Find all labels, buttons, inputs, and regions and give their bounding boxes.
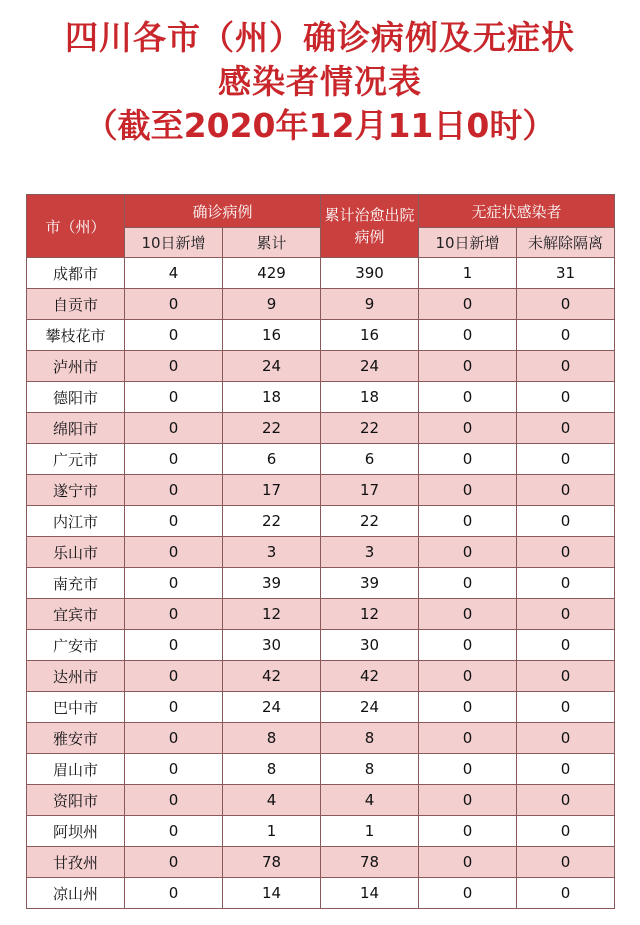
confirmed-total-cell: 14 <box>223 878 321 909</box>
table-row <box>27 754 615 785</box>
confirmed-new-cell: 0 <box>125 320 223 351</box>
city-cell: 遂宁市 <box>27 475 125 506</box>
asym-new-cell: 0 <box>419 599 517 630</box>
asym-new-cell: 0 <box>419 568 517 599</box>
confirmed-new-cell: 0 <box>125 630 223 661</box>
confirmed-new-cell: 0 <box>125 692 223 723</box>
cured-cell: 17 <box>321 475 419 506</box>
data-table-container <box>26 194 614 909</box>
table-body <box>27 258 615 909</box>
city-cell: 凉山州 <box>27 878 125 909</box>
confirmed-new-cell: 0 <box>125 537 223 568</box>
asym-new-cell: 0 <box>419 475 517 506</box>
confirmed-total-cell: 30 <box>223 630 321 661</box>
asym-isolation-cell: 0 <box>517 599 615 630</box>
city-cell: 内江市 <box>27 506 125 537</box>
confirmed-total-cell: 3 <box>223 537 321 568</box>
asym-new-cell: 0 <box>419 754 517 785</box>
asym-new-cell: 0 <box>419 537 517 568</box>
confirmed-total-cell: 22 <box>223 506 321 537</box>
cured-cell: 14 <box>321 878 419 909</box>
confirmed-new-cell: 0 <box>125 568 223 599</box>
confirmed-new-cell: 0 <box>125 382 223 413</box>
cured-cell: 22 <box>321 413 419 444</box>
asym-new-cell: 0 <box>419 320 517 351</box>
city-cell: 南充市 <box>27 568 125 599</box>
asym-new-cell: 0 <box>419 723 517 754</box>
cured-cell: 8 <box>321 723 419 754</box>
table-row <box>27 785 615 816</box>
table-row <box>27 599 615 630</box>
asym-new-cell: 0 <box>419 692 517 723</box>
table-row <box>27 537 615 568</box>
header-cured: 累计治愈出院病例 <box>321 195 419 258</box>
cured-cell: 30 <box>321 630 419 661</box>
cured-cell: 1 <box>321 816 419 847</box>
header-asym-isolation: 未解除隔离 <box>517 228 615 258</box>
asym-isolation-cell: 0 <box>517 816 615 847</box>
asym-new-cell: 0 <box>419 630 517 661</box>
page-title-line2: 感染者情况表 <box>218 62 422 101</box>
confirmed-new-cell: 0 <box>125 661 223 692</box>
confirmed-new-cell: 0 <box>125 475 223 506</box>
confirmed-new-cell: 0 <box>125 289 223 320</box>
city-cell: 自贡市 <box>27 289 125 320</box>
asym-isolation-cell: 0 <box>517 661 615 692</box>
confirmed-new-cell: 0 <box>125 506 223 537</box>
asym-isolation-cell: 31 <box>517 258 615 289</box>
asym-isolation-cell: 0 <box>517 475 615 506</box>
asym-new-cell: 0 <box>419 382 517 413</box>
asym-isolation-cell: 0 <box>517 568 615 599</box>
confirmed-new-cell: 0 <box>125 785 223 816</box>
cured-cell: 4 <box>321 785 419 816</box>
confirmed-total-cell: 16 <box>223 320 321 351</box>
confirmed-total-cell: 8 <box>223 754 321 785</box>
asym-isolation-cell: 0 <box>517 754 615 785</box>
confirmed-new-cell: 0 <box>125 723 223 754</box>
city-cell: 雅安市 <box>27 723 125 754</box>
header-city: 市（州） <box>27 195 125 258</box>
asym-isolation-cell: 0 <box>517 847 615 878</box>
cured-cell: 39 <box>321 568 419 599</box>
asym-isolation-cell: 0 <box>517 351 615 382</box>
table-row <box>27 816 615 847</box>
confirmed-total-cell: 39 <box>223 568 321 599</box>
asym-isolation-cell: 0 <box>517 382 615 413</box>
table-row <box>27 413 615 444</box>
table-row <box>27 258 615 289</box>
table-row <box>27 351 615 382</box>
city-cell: 攀枝花市 <box>27 320 125 351</box>
cured-cell: 22 <box>321 506 419 537</box>
table-row <box>27 878 615 909</box>
asym-isolation-cell: 0 <box>517 878 615 909</box>
asym-new-cell: 0 <box>419 506 517 537</box>
confirmed-new-cell: 0 <box>125 413 223 444</box>
confirmed-total-cell: 22 <box>223 413 321 444</box>
confirmed-total-cell: 1 <box>223 816 321 847</box>
confirmed-total-cell: 8 <box>223 723 321 754</box>
confirmed-total-cell: 6 <box>223 444 321 475</box>
table-row <box>27 692 615 723</box>
city-cell: 巴中市 <box>27 692 125 723</box>
city-cell: 成都市 <box>27 258 125 289</box>
confirmed-new-cell: 0 <box>125 351 223 382</box>
cured-cell: 9 <box>321 289 419 320</box>
asym-isolation-cell: 0 <box>517 289 615 320</box>
confirmed-total-cell: 78 <box>223 847 321 878</box>
table-row <box>27 630 615 661</box>
asym-new-cell: 0 <box>419 878 517 909</box>
cured-cell: 390 <box>321 258 419 289</box>
asym-isolation-cell: 0 <box>517 785 615 816</box>
header-confirmed-group: 确诊病例 <box>125 195 321 228</box>
confirmed-total-cell: 17 <box>223 475 321 506</box>
header-asymptomatic-group: 无症状感染者 <box>419 195 615 228</box>
page-title-line1: 四川各市（州）确诊病例及无症状 <box>65 18 575 57</box>
asym-new-cell: 0 <box>419 351 517 382</box>
asym-new-cell: 0 <box>419 785 517 816</box>
confirmed-new-cell: 0 <box>125 444 223 475</box>
cases-table <box>26 194 615 909</box>
asym-isolation-cell: 0 <box>517 630 615 661</box>
asym-isolation-cell: 0 <box>517 723 615 754</box>
asym-new-cell: 0 <box>419 847 517 878</box>
city-cell: 资阳市 <box>27 785 125 816</box>
cured-cell: 12 <box>321 599 419 630</box>
confirmed-new-cell: 0 <box>125 878 223 909</box>
city-cell: 宜宾市 <box>27 599 125 630</box>
cured-cell: 24 <box>321 692 419 723</box>
header-asym-new: 10日新增 <box>419 228 517 258</box>
table-row <box>27 847 615 878</box>
table-row <box>27 289 615 320</box>
confirmed-new-cell: 4 <box>125 258 223 289</box>
city-cell: 泸州市 <box>27 351 125 382</box>
table-row <box>27 506 615 537</box>
asym-new-cell: 0 <box>419 661 517 692</box>
table-row <box>27 320 615 351</box>
asym-isolation-cell: 0 <box>517 692 615 723</box>
header-confirmed-new: 10日新增 <box>125 228 223 258</box>
city-cell: 阿坝州 <box>27 816 125 847</box>
cured-cell: 8 <box>321 754 419 785</box>
table-row <box>27 382 615 413</box>
cured-cell: 16 <box>321 320 419 351</box>
confirmed-total-cell: 9 <box>223 289 321 320</box>
city-cell: 广安市 <box>27 630 125 661</box>
cured-cell: 42 <box>321 661 419 692</box>
cured-cell: 6 <box>321 444 419 475</box>
confirmed-total-cell: 42 <box>223 661 321 692</box>
asym-isolation-cell: 0 <box>517 537 615 568</box>
confirmed-new-cell: 0 <box>125 847 223 878</box>
table-row <box>27 568 615 599</box>
city-cell: 绵阳市 <box>27 413 125 444</box>
confirmed-total-cell: 429 <box>223 258 321 289</box>
confirmed-new-cell: 0 <box>125 599 223 630</box>
confirmed-total-cell: 18 <box>223 382 321 413</box>
asym-isolation-cell: 0 <box>517 506 615 537</box>
city-cell: 眉山市 <box>27 754 125 785</box>
city-cell: 甘孜州 <box>27 847 125 878</box>
table-row <box>27 444 615 475</box>
header-confirmed-total: 累计 <box>223 228 321 258</box>
city-cell: 广元市 <box>27 444 125 475</box>
asym-new-cell: 0 <box>419 413 517 444</box>
cured-cell: 18 <box>321 382 419 413</box>
asym-new-cell: 0 <box>419 289 517 320</box>
asym-new-cell: 0 <box>419 816 517 847</box>
asym-new-cell: 1 <box>419 258 517 289</box>
confirmed-new-cell: 0 <box>125 754 223 785</box>
cured-cell: 3 <box>321 537 419 568</box>
cured-cell: 24 <box>321 351 419 382</box>
confirmed-total-cell: 12 <box>223 599 321 630</box>
asym-isolation-cell: 0 <box>517 413 615 444</box>
confirmed-total-cell: 24 <box>223 351 321 382</box>
table-row <box>27 661 615 692</box>
asym-isolation-cell: 0 <box>517 320 615 351</box>
page-title-date: （截至2020年12月11日0时） <box>84 106 556 145</box>
asym-new-cell: 0 <box>419 444 517 475</box>
table-row <box>27 475 615 506</box>
city-cell: 达州市 <box>27 661 125 692</box>
table-row <box>27 723 615 754</box>
confirmed-new-cell: 0 <box>125 816 223 847</box>
asym-isolation-cell: 0 <box>517 444 615 475</box>
confirmed-total-cell: 24 <box>223 692 321 723</box>
confirmed-total-cell: 4 <box>223 785 321 816</box>
city-cell: 乐山市 <box>27 537 125 568</box>
cured-cell: 78 <box>321 847 419 878</box>
city-cell: 德阳市 <box>27 382 125 413</box>
